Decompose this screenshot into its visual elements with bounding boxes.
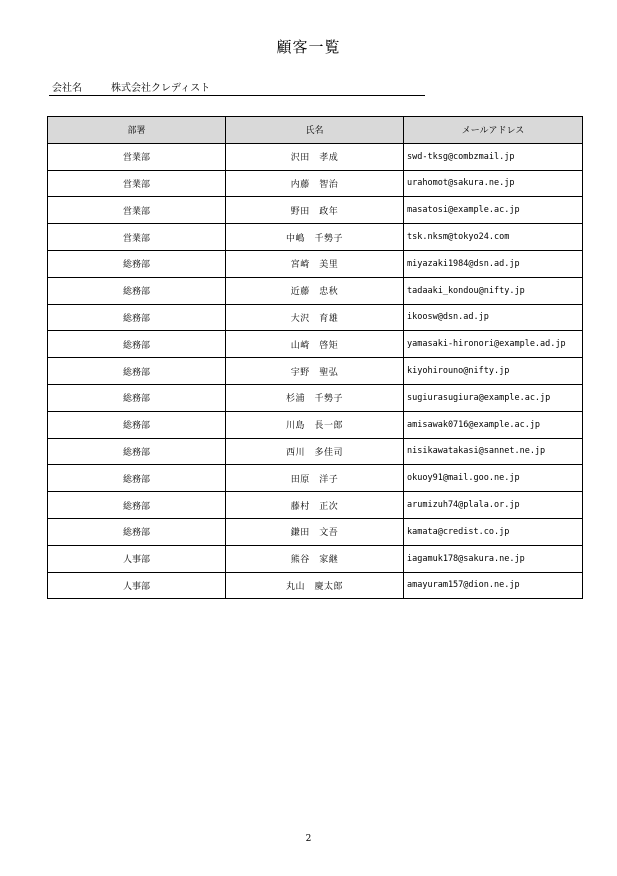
cell-name: 丸山 慶太郎 (226, 572, 404, 599)
table-row (48, 331, 583, 358)
cell-name: 鎌田 文吾 (226, 518, 404, 545)
table-row (48, 492, 583, 519)
table-row (48, 518, 583, 545)
table-row (48, 438, 583, 465)
cell-department: 人事部 (48, 545, 226, 572)
cell-name: 藤村 正次 (226, 492, 404, 519)
cell-department: 営業部 (48, 197, 226, 224)
table-row (48, 170, 583, 197)
cell-email: arumizuh74@plala.or.jp (404, 492, 583, 519)
table-row (48, 197, 583, 224)
cell-department: 総務部 (48, 277, 226, 304)
company-field (49, 77, 425, 96)
page-number: 2 (305, 834, 312, 844)
cell-email: nisikawatakasi@sannet.ne.jp (404, 438, 583, 465)
cell-department: 営業部 (48, 143, 226, 170)
page-title: 顧客一覧 (276, 38, 341, 56)
company-name: 株式会社クレディスト (111, 83, 211, 94)
cell-name: 沢田 孝成 (226, 143, 404, 170)
table-row (48, 465, 583, 492)
cell-email: masatosi@example.ac.jp (404, 197, 583, 224)
cell-name: 西川 多佳司 (226, 438, 404, 465)
cell-email: sugiurasugiura@example.ac.jp (404, 384, 583, 411)
cell-department: 人事部 (48, 572, 226, 599)
cell-email: tsk.nksm@tokyo24.com (404, 224, 583, 251)
cell-department: 総務部 (48, 438, 226, 465)
cell-email: swd-tksg@combzmail.jp (404, 143, 583, 170)
cell-email: amayuram157@dion.ne.jp (404, 572, 583, 599)
header-department: 部署 (48, 117, 226, 144)
table-row (48, 224, 583, 251)
cell-department: 総務部 (48, 492, 226, 519)
cell-name: 宇野 聖弘 (226, 358, 404, 385)
cell-name: 宮崎 美里 (226, 250, 404, 277)
header-email: メールアドレス (404, 117, 583, 144)
cell-department: 総務部 (48, 250, 226, 277)
cell-department: 総務部 (48, 304, 226, 331)
table-row (48, 384, 583, 411)
company-label: 会社名 (52, 83, 82, 94)
table-row (48, 277, 583, 304)
cell-department: 営業部 (48, 170, 226, 197)
table-row (48, 411, 583, 438)
cell-email: kamata@credist.co.jp (404, 518, 583, 545)
cell-department: 総務部 (48, 358, 226, 385)
cell-email: okuoy91@mail.goo.ne.jp (404, 465, 583, 492)
customer-table (47, 116, 583, 599)
cell-department: 営業部 (48, 224, 226, 251)
cell-email: kiyohirouno@nifty.jp (404, 358, 583, 385)
cell-department: 総務部 (48, 384, 226, 411)
cell-department: 総務部 (48, 465, 226, 492)
cell-name: 杉浦 千勢子 (226, 384, 404, 411)
cell-email: amisawak0716@example.ac.jp (404, 411, 583, 438)
cell-name: 近藤 忠秋 (226, 277, 404, 304)
table-row (48, 358, 583, 385)
table-header-row (48, 117, 583, 144)
cell-email: yamasaki-hironori@example.ad.jp (404, 331, 583, 358)
cell-name: 熊谷 家継 (226, 545, 404, 572)
cell-name: 野田 政年 (226, 197, 404, 224)
table-row (48, 143, 583, 170)
cell-email: iagamuk178@sakura.ne.jp (404, 545, 583, 572)
cell-email: miyazaki1984@dsn.ad.jp (404, 250, 583, 277)
table-row (48, 572, 583, 599)
cell-name: 川島 長一郎 (226, 411, 404, 438)
header-name: 氏名 (226, 117, 404, 144)
cell-name: 大沢 育雄 (226, 304, 404, 331)
table-row (48, 250, 583, 277)
cell-name: 田原 洋子 (226, 465, 404, 492)
cell-name: 中嶋 千勢子 (226, 224, 404, 251)
table-row (48, 304, 583, 331)
cell-name: 山崎 啓矩 (226, 331, 404, 358)
cell-name: 内藤 智治 (226, 170, 404, 197)
cell-email: ikoosw@dsn.ad.jp (404, 304, 583, 331)
cell-department: 総務部 (48, 411, 226, 438)
cell-email: urahomot@sakura.ne.jp (404, 170, 583, 197)
cell-email: tadaaki_kondou@nifty.jp (404, 277, 583, 304)
cell-department: 総務部 (48, 331, 226, 358)
table-row (48, 545, 583, 572)
cell-department: 総務部 (48, 518, 226, 545)
